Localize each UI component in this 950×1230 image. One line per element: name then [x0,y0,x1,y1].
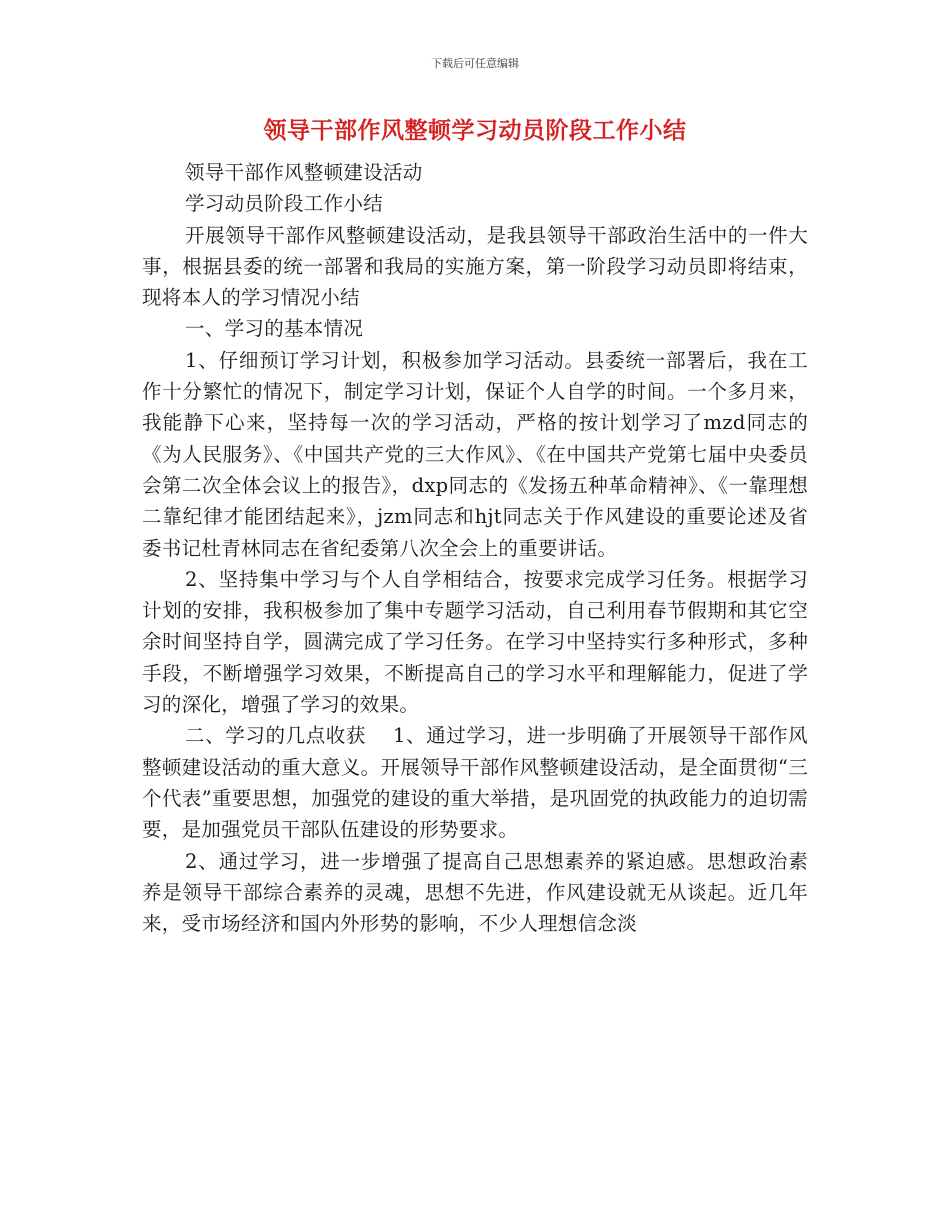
section-heading-1: 一、学习的基本情况 [185,317,364,341]
body-paragraph: 1、仔细预订学习计划，积极参加学习活动。县委统一部署后，我在工作十分繁忙的情况下，制定学习计划，保证个人自学的时间。一个多月来，我能静下心来，坚持每一次的学习活动，严格的按计划学习了mzd同志的《为人民服务》、《中国共产党的三大作风》、《在中国共产党第七届中央委员会第二次全体会议上的报告》，dxp同志的《发扬五种革命精神》、《一靠理想二靠纪律才能团结起来》，jzm同志和hjt同志关于作风建设的重要论述及省委书记杜青林同志在省纪委第八次全会上的重要讲话。 [142,348,808,560]
subtitle-line-2: 学习动员阶段工作小结 [185,192,384,216]
body-paragraph: 2、通过学习，进一步增强了提高自己思想素养的紧迫感。思想政治素养是领导干部综合素养的灵魂，思想不先进，作风建设就无从谈起。近几年来，受市场经济和国内外形势的影响，不少人理想信念淡 [142,849,808,936]
document-body [142,157,808,939]
section-2-paragraph: 二、学习的几点收获 1、通过学习，进一步明确了开展领导干部作风整顿建设活动的重大意义。开展领导干部作风整顿建设活动，是全面贯彻“三个代表”重要思想，加强党的建设的重大举措，是巩固党的执政能力的迫切需要，是加强党员干部队伍建设的形势要求。 [142,724,808,842]
subtitle-line-1: 领导干部作风整顿建设活动 [185,161,423,184]
page-header-note: 下载后可任意编辑 [431,57,519,70]
body-paragraph: 2、坚持集中学习与个人自学相结合，按要求完成学习任务。根据学习计划的安排，我积极参加了集中专题学习活动，自己利用春节假期和其它空余时间坚持自学，圆满完成了学习任务。在学习中坚持实行多种形式，多种手段，不断增强学习效果，不断提高自己的学习水平和理解能力，促进了学习的深化，增强了学习的效果。 [142,567,808,717]
intro-paragraph: 开展领导干部作风整顿建设活动，是我县领导干部政治生活中的一件大事，根据县委的统一部署和我局的实施方案，第一阶段学习动员即将结束，现将本人的学习情况小结 [142,223,808,310]
document-title: 领导干部作风整顿学习动员阶段工作小结 [263,118,687,144]
